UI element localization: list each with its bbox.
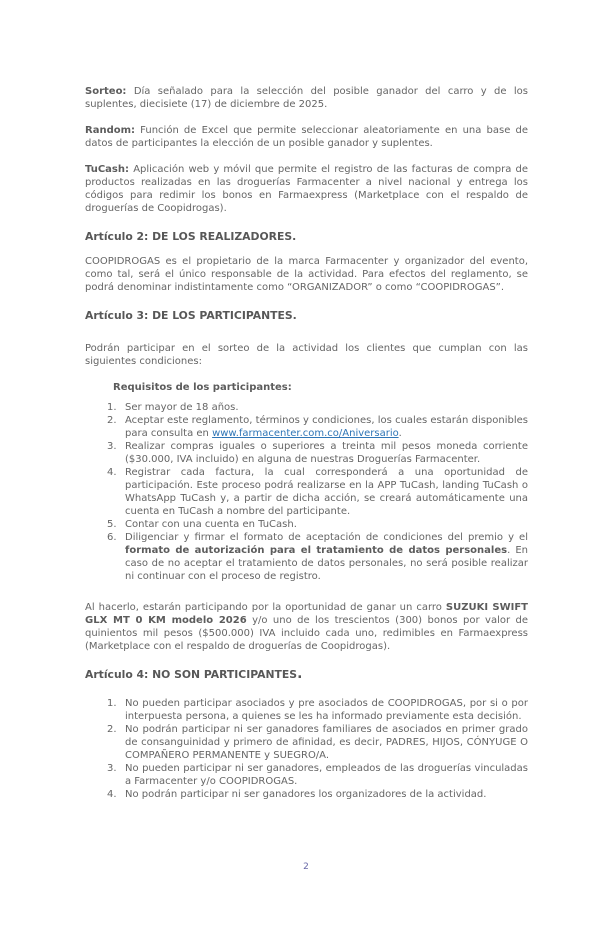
definition-sorteo xyxy=(85,85,528,111)
definition-tucash xyxy=(85,163,528,215)
list-item: 2. No podrán participar ni ser ganadores familiares de asociados en primer grado de consanguinidad y primero de afinidad, es decir, PADRES, HIJOS, CÓNYUGE O COMPAÑERO PERMANENTE y SUEGRO/A. xyxy=(107,724,528,761)
prize-name: SUZUKI SWIFT GLX MT 0 KM modelo 2026 xyxy=(85,602,528,626)
document-page xyxy=(85,85,528,806)
definition-random-text: Función de Excel que permite seleccionar aleatoriamente en una base de datos de participantes la elección de un posible ganador y suplentes. xyxy=(85,125,529,149)
heading-period: . xyxy=(297,666,303,682)
list-number: 6. xyxy=(107,532,117,543)
list-number: 1. xyxy=(107,698,117,709)
list-item: 5. Contar con una cuenta en TuCash. xyxy=(107,519,297,530)
article2-body: COOPIDROGAS es el propietario de la marca Farmacenter y organizador del evento, como tal, será el único responsable de la actividad. Para efectos del reglamento, se podrá denominar indistintamente como “ORGANIZADOR” o como “COOPIDROGAS”. xyxy=(85,256,528,293)
article3-heading: Artículo 3: DE LOS PARTICIPANTES. xyxy=(85,309,297,322)
list-number: 3. xyxy=(107,763,117,774)
article4-heading: Artículo 4: NO SON PARTICIPANTES. xyxy=(85,666,303,682)
definition-tucash-text: Aplicación web y móvil que permite el registro de las facturas de compra de productos realizadas en las droguerías Farmacenter a nivel nacional y entrega los códigos para redimir los bonos en Farmaexpress (Marketplace con el respaldo de droguerías de Coopidrogas). xyxy=(85,164,528,214)
list-item: 2. Aceptar este reglamento, términos y condiciones, los cuales estarán disponibles para consulta en www.farmacenter.com.co/Aniversario. xyxy=(107,415,528,439)
definition-random xyxy=(85,124,528,150)
list-item: 3. Realizar compras iguales o superiores a treinta mil pesos moneda corriente ($30.000, IVA incluido) en alguna de nuestras Droguerías Farmacenter. xyxy=(107,441,528,465)
list-number: 3. xyxy=(107,441,117,452)
requisitos-list xyxy=(107,401,528,583)
definition-sorteo-term: Sorteo: xyxy=(85,86,127,97)
definition-random-term: Random: xyxy=(85,125,136,136)
list-number: 5. xyxy=(107,519,117,530)
list-number: 2. xyxy=(107,724,117,735)
article3-closing: Al hacerlo, estarán participando por la oportunidad de ganar un carro SUZUKI SWIFT GLX MT 0 KM modelo 2026 y/o uno de los trescientos (300) bonos por valor de quinientos mil pesos ($500.000) IVA incluido cada uno, redimibles en Farmaexpress (Marketplace con el respaldo de droguerías de Coopidrogas). xyxy=(85,602,528,652)
definition-tucash-term: TuCash: xyxy=(85,164,129,175)
page-number: 2 xyxy=(303,862,309,872)
list-number: 2. xyxy=(107,415,117,426)
list-item: 1. No pueden participar asociados y pre asociados de COOPIDROGAS, por si o por interpuesta persona, a quienes se les ha informado previamente esta decisión. xyxy=(107,698,528,722)
list-number: 4. xyxy=(107,467,117,478)
article2-heading: Artículo 2: DE LOS REALIZADORES. xyxy=(85,230,297,243)
list-item: 4. Registrar cada factura, la cual corresponderá a una oportunidad de participación. Este proceso podrá realizarse en la APP TuCash, landing TuCash o WhatsApp TuCash y, a partir de dicha acción, se creará automáticamente una cuenta en TuCash a nombre del participante. xyxy=(107,467,528,517)
no-participantes-list xyxy=(107,697,528,801)
list-number: 4. xyxy=(107,789,117,800)
list-item: 4. No podrán participar ni ser ganadores los organizadores de la actividad. xyxy=(107,789,487,800)
list-item: 6. Diligenciar y firmar el formato de aceptación de condiciones del premio y el formato de autorización para el tratamiento de datos personales. En caso de no aceptar el tratamiento de datos personales, no será posible realizar ni continuar con el proceso de registro. xyxy=(107,532,528,582)
list-number: 1. xyxy=(107,402,117,413)
definition-sorteo-text: Día señalado para la selección del posible ganador del carro y de los suplentes, diecisiete (17) de diciembre de 2025. xyxy=(85,86,529,110)
article3-intro: Podrán participar en el sorteo de la actividad los clientes que cumplan con las siguientes condiciones: xyxy=(85,343,528,367)
requisitos-title: Requisitos de los participantes: xyxy=(113,382,292,393)
list-item: 3. No pueden participar ni ser ganadores, empleados de las droguerías vinculadas a Farmacenter y/o COOPIDROGAS. xyxy=(107,763,528,787)
aniversario-link[interactable]: www.farmacenter.com.co/Aniversario xyxy=(212,428,399,439)
list-item: 1. Ser mayor de 18 años. xyxy=(107,402,239,413)
